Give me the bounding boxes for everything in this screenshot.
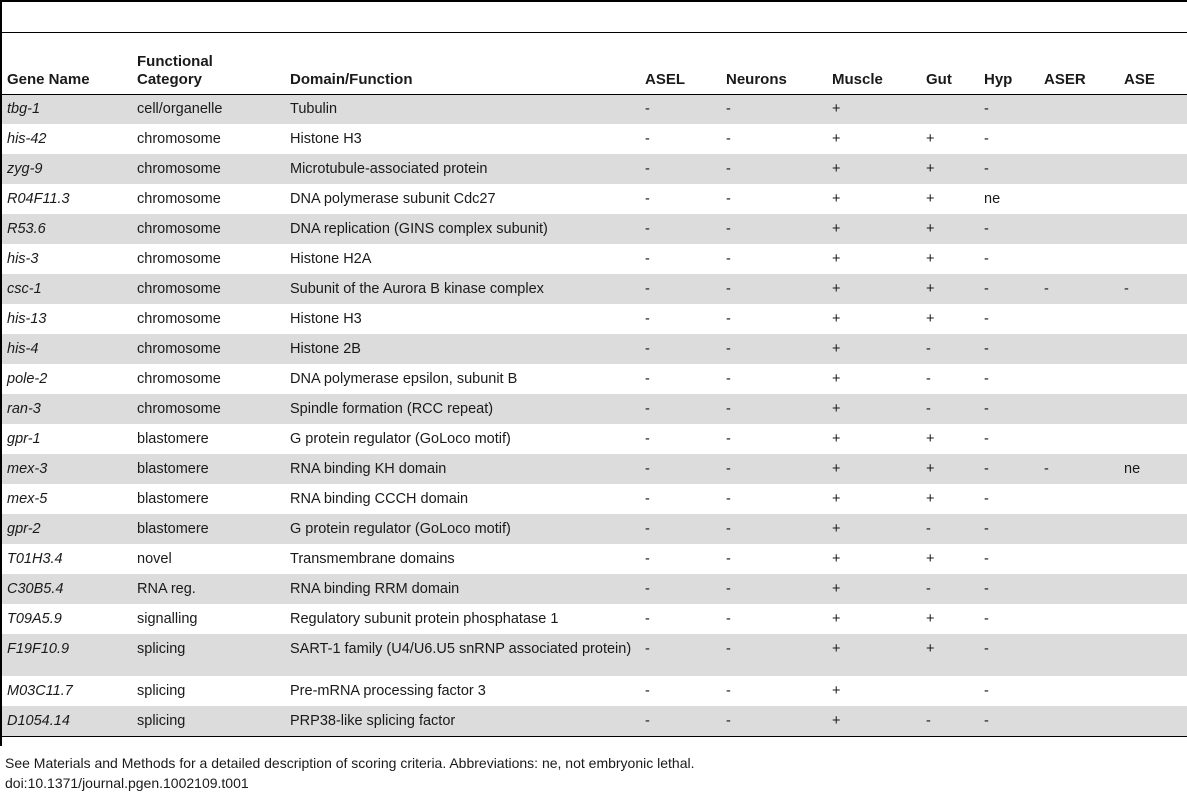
cell-functional-category: chromosome: [137, 191, 221, 207]
cell-gene-name: R53.6: [2, 214, 132, 244]
cell-gene-name: ran-3: [2, 394, 132, 424]
table-body: [2, 94, 1187, 736]
cell-gut: +: [926, 251, 935, 267]
cell-domain-function: Histone H3: [290, 131, 362, 147]
cell-gene-name: gpr-1: [7, 431, 41, 447]
cell-ase: [1119, 214, 1187, 244]
table-top-rule: [2, 2, 1187, 33]
table-row: [2, 394, 1187, 424]
cell-aser: [1039, 214, 1119, 244]
cell-hyp: -: [979, 154, 1039, 184]
cell-hyp: -: [979, 394, 1039, 424]
table-row: [2, 244, 1187, 274]
cell-asel: -: [640, 274, 721, 304]
cell-domain-function: Tubulin: [285, 94, 640, 124]
cell-domain-function: Histone 2B: [285, 334, 640, 364]
cell-gene-name: his-13: [7, 311, 47, 327]
cell-gut: +: [921, 154, 979, 184]
cell-muscle: +: [827, 394, 921, 424]
cell-gene-name: M03C11.7: [7, 683, 73, 699]
cell-hyp: -: [979, 334, 1039, 364]
cell-ase: [1119, 154, 1187, 184]
col-header-ase: ASE: [1119, 33, 1187, 94]
col-header-aser: ASER: [1039, 33, 1119, 94]
cell-ase: [1119, 634, 1187, 676]
cell-neurons: -: [721, 394, 827, 424]
cell-gut: +: [926, 131, 935, 147]
cell-gut: -: [921, 574, 979, 604]
cell-gene-name: zyg-9: [2, 154, 132, 184]
cell-neurons: -: [726, 431, 731, 447]
cell-neurons: -: [726, 131, 731, 147]
cell-muscle: +: [832, 683, 841, 699]
cell-aser: [1039, 484, 1119, 514]
cell-gut: +: [921, 274, 979, 304]
cell-gut: [921, 676, 979, 706]
cell-domain-function: Microtubule-associated protein: [285, 154, 640, 184]
cell-ase: ne: [1119, 454, 1187, 484]
cell-gene-name: csc-1: [2, 274, 132, 304]
cell-hyp: -: [984, 131, 989, 147]
cell-gene-name: his-3: [7, 251, 39, 267]
cell-muscle: +: [832, 251, 841, 267]
cell-neurons: -: [721, 274, 827, 304]
cell-aser: [1039, 304, 1119, 334]
cell-asel: -: [645, 683, 650, 699]
cell-muscle: +: [832, 491, 841, 507]
table-row: [2, 574, 1187, 604]
cell-muscle: +: [827, 154, 921, 184]
cell-hyp: -: [984, 611, 989, 627]
cell-functional-category: splicing: [137, 683, 186, 699]
cell-neurons: -: [721, 154, 827, 184]
cell-functional-category: signalling: [137, 611, 198, 627]
table-row: [2, 304, 1187, 334]
cell-aser: [1039, 364, 1119, 394]
cell-gut: -: [926, 371, 931, 387]
cell-aser: [1039, 544, 1119, 574]
col-header-gut: Gut: [921, 33, 979, 94]
cell-muscle: +: [827, 514, 921, 544]
cell-neurons: -: [726, 371, 731, 387]
cell-hyp: -: [984, 251, 989, 267]
cell-muscle: +: [827, 454, 921, 484]
cell-hyp: -: [984, 683, 989, 699]
table-row: [2, 214, 1187, 244]
cell-neurons: -: [721, 214, 827, 244]
cell-gut: -: [921, 334, 979, 364]
cell-domain-function: RNA binding CCCH domain: [290, 491, 469, 507]
table-row: [2, 676, 1187, 706]
cell-domain-function: Regulatory subunit protein phosphatase 1: [290, 611, 559, 627]
cell-muscle: +: [832, 551, 841, 567]
cell-ase: [1119, 244, 1187, 274]
cell-gene-name: pole-2: [7, 371, 48, 387]
cell-domain-function: DNA polymerase subunit Cdc27: [290, 191, 496, 207]
cell-aser: [1039, 706, 1119, 736]
cell-hyp: -: [979, 274, 1039, 304]
table-row: [2, 274, 1187, 304]
table-row: [2, 184, 1187, 214]
cell-hyp: -: [979, 706, 1039, 736]
cell-ase: [1119, 484, 1187, 514]
col-header-neurons: Neurons: [721, 33, 827, 94]
cell-muscle: +: [827, 706, 921, 736]
table-row: [2, 544, 1187, 574]
cell-asel: -: [645, 131, 650, 147]
cell-functional-category: chromosome: [137, 311, 221, 327]
cell-functional-category: chromosome: [132, 394, 285, 424]
cell-functional-category: blastomere: [132, 514, 285, 544]
cell-asel: -: [640, 454, 721, 484]
cell-gut: +: [926, 551, 935, 567]
cell-domain-function: G protein regulator (GoLoco motif): [285, 514, 640, 544]
cell-ase: [1119, 184, 1187, 214]
cell-gut: +: [926, 611, 935, 627]
cell-muscle: +: [832, 371, 841, 387]
cell-functional-category: cell/organelle: [132, 94, 285, 124]
cell-gene-name: his-42: [7, 131, 47, 147]
cell-muscle: +: [832, 611, 841, 627]
cell-muscle: +: [827, 214, 921, 244]
cell-domain-function: Histone H3: [290, 311, 362, 327]
cell-hyp: -: [984, 491, 989, 507]
cell-gut: +: [926, 311, 935, 327]
cell-hyp: -: [984, 551, 989, 567]
cell-ase: [1119, 574, 1187, 604]
cell-domain-function: Subunit of the Aurora B kinase complex: [285, 274, 640, 304]
cell-functional-category: chromosome: [132, 214, 285, 244]
cell-gut: -: [921, 394, 979, 424]
table-row: [2, 424, 1187, 454]
cell-hyp: -: [984, 311, 989, 327]
gene-table: [2, 33, 1187, 737]
table-row: [2, 364, 1187, 394]
cell-neurons: -: [726, 551, 731, 567]
cell-gut: +: [921, 454, 979, 484]
cell-gene-name: D1054.14: [2, 706, 132, 736]
col-header-hyp: Hyp: [979, 33, 1039, 94]
cell-ase: [1119, 94, 1187, 124]
cell-asel: -: [640, 94, 721, 124]
cell-hyp: -: [979, 574, 1039, 604]
cell-gene-name: tbg-1: [2, 94, 132, 124]
cell-gene-name: F19F10.9: [2, 634, 132, 676]
cell-ase: [1119, 424, 1187, 454]
cell-gene-name: gpr-2: [2, 514, 132, 544]
cell-domain-function: RNA binding RRM domain: [285, 574, 640, 604]
cell-muscle: +: [832, 131, 841, 147]
cell-muscle: +: [827, 634, 921, 676]
col-header-asel: ASEL: [640, 33, 721, 94]
table-row: [2, 124, 1187, 154]
table-row: [2, 154, 1187, 184]
cell-gut: +: [921, 214, 979, 244]
cell-gene-name: T01H3.4: [7, 551, 63, 567]
cell-ase: -: [1119, 274, 1187, 304]
cell-domain-function: Pre-mRNA processing factor 3: [290, 683, 486, 699]
cell-aser: [1039, 676, 1119, 706]
cell-asel: -: [645, 431, 650, 447]
cell-domain-function: Spindle formation (RCC repeat): [285, 394, 640, 424]
cell-muscle: +: [832, 191, 841, 207]
cell-functional-category: chromosome: [132, 154, 285, 184]
table-row: [2, 484, 1187, 514]
cell-domain-function: SART-1 family (U4/U6.U5 snRNP associated protein): [285, 634, 640, 676]
cell-ase: [1119, 676, 1187, 706]
cell-functional-category: chromosome: [137, 131, 221, 147]
cell-hyp: -: [984, 371, 989, 387]
cell-asel: -: [645, 551, 650, 567]
cell-asel: -: [645, 611, 650, 627]
cell-neurons: -: [721, 94, 827, 124]
cell-gut: +: [921, 634, 979, 676]
cell-aser: [1039, 184, 1119, 214]
table-row: [2, 634, 1187, 676]
table-row: [2, 604, 1187, 634]
cell-gut: -: [921, 514, 979, 544]
cell-ase: [1119, 364, 1187, 394]
cell-asel: -: [640, 334, 721, 364]
cell-aser: [1039, 394, 1119, 424]
cell-asel: -: [645, 491, 650, 507]
cell-gut: +: [926, 431, 935, 447]
cell-neurons: -: [726, 251, 731, 267]
cell-aser: [1039, 154, 1119, 184]
cell-domain-function: DNA polymerase epsilon, subunit B: [290, 371, 518, 387]
cell-ase: [1119, 394, 1187, 424]
cell-aser: [1039, 94, 1119, 124]
cell-ase: [1119, 604, 1187, 634]
cell-neurons: -: [726, 683, 731, 699]
cell-muscle: +: [832, 311, 841, 327]
cell-muscle: +: [832, 431, 841, 447]
table-row: [2, 706, 1187, 736]
cell-aser: [1039, 514, 1119, 544]
cell-asel: -: [640, 394, 721, 424]
cell-domain-function: Transmembrane domains: [290, 551, 455, 567]
cell-functional-category: chromosome: [132, 334, 285, 364]
cell-aser: [1039, 244, 1119, 274]
cell-muscle: +: [827, 274, 921, 304]
table-row: [2, 334, 1187, 364]
cell-asel: -: [640, 574, 721, 604]
cell-muscle: +: [827, 94, 921, 124]
cell-neurons: -: [721, 454, 827, 484]
cell-aser: [1039, 604, 1119, 634]
table-row: [2, 94, 1187, 124]
cell-neurons: -: [721, 514, 827, 544]
cell-ase: [1119, 334, 1187, 364]
cell-neurons: -: [726, 611, 731, 627]
col-header-functional-category: Functional Category: [132, 33, 285, 94]
cell-asel: -: [640, 634, 721, 676]
cell-functional-category: splicing: [132, 706, 285, 736]
cell-functional-category: RNA reg.: [132, 574, 285, 604]
cell-neurons: -: [721, 334, 827, 364]
cell-gene-name: his-4: [2, 334, 132, 364]
cell-aser: -: [1039, 274, 1119, 304]
cell-hyp: -: [979, 634, 1039, 676]
header-row: [2, 33, 1187, 94]
cell-hyp: -: [984, 431, 989, 447]
cell-gut: -: [921, 706, 979, 736]
cell-gut: [921, 94, 979, 124]
cell-neurons: -: [721, 706, 827, 736]
cell-asel: -: [645, 251, 650, 267]
cell-gene-name: C30B5.4: [2, 574, 132, 604]
table-row: [2, 514, 1187, 544]
cell-gene-name: mex-3: [2, 454, 132, 484]
cell-hyp: -: [979, 454, 1039, 484]
cell-neurons: -: [726, 491, 731, 507]
footnote-doi: doi:10.1371/journal.pgen.1002109.t001: [5, 775, 249, 791]
cell-hyp: ne: [984, 191, 1001, 207]
cell-asel: -: [640, 514, 721, 544]
cell-gene-name: T09A5.9: [7, 611, 62, 627]
cell-domain-function: RNA binding KH domain: [285, 454, 640, 484]
cell-functional-category: chromosome: [137, 371, 221, 387]
cell-gene-name: R04F11.3: [7, 191, 70, 207]
cell-functional-category: blastomere: [137, 431, 209, 447]
col-header-domain-function: Domain/Function: [285, 33, 640, 94]
cell-neurons: -: [721, 634, 827, 676]
cell-functional-category: chromosome: [132, 274, 285, 304]
cell-ase: [1119, 706, 1187, 736]
cell-neurons: -: [726, 311, 731, 327]
cell-ase: [1119, 514, 1187, 544]
cell-hyp: -: [979, 94, 1039, 124]
cell-domain-function: G protein regulator (GoLoco motif): [290, 431, 511, 447]
footnote-text: See Materials and Methods for a detailed description of scoring criteria. Abbreviations: ne, not embryonic lethal.: [5, 755, 695, 771]
cell-aser: [1039, 334, 1119, 364]
cell-functional-category: chromosome: [137, 251, 221, 267]
cell-muscle: +: [827, 574, 921, 604]
col-header-muscle: Muscle: [827, 33, 921, 94]
cell-domain-function: Histone H2A: [290, 251, 372, 267]
cell-ase: [1119, 544, 1187, 574]
cell-asel: -: [640, 706, 721, 736]
cell-gene-name: mex-5: [7, 491, 48, 507]
cell-gut: +: [926, 191, 935, 207]
table-footnote: [5, 753, 694, 793]
cell-aser: [1039, 124, 1119, 154]
cell-aser: -: [1039, 454, 1119, 484]
cell-muscle: +: [827, 334, 921, 364]
cell-functional-category: novel: [137, 551, 172, 567]
cell-functional-category: blastomere: [137, 491, 209, 507]
cell-aser: [1039, 634, 1119, 676]
cell-asel: -: [645, 311, 650, 327]
col-header-gene-name: Gene Name: [2, 33, 132, 94]
cell-functional-category: blastomere: [132, 454, 285, 484]
cell-gut: +: [926, 491, 935, 507]
cell-aser: [1039, 574, 1119, 604]
cell-neurons: -: [726, 191, 731, 207]
cell-functional-category: splicing: [132, 634, 285, 676]
cell-asel: -: [645, 191, 650, 207]
cell-asel: -: [640, 214, 721, 244]
cell-asel: -: [640, 154, 721, 184]
cell-neurons: -: [721, 574, 827, 604]
cell-domain-function: DNA replication (GINS complex subunit): [285, 214, 640, 244]
cell-ase: [1119, 304, 1187, 334]
table-row: [2, 454, 1187, 484]
cell-hyp: -: [979, 214, 1039, 244]
cell-hyp: -: [979, 514, 1039, 544]
cell-ase: [1119, 124, 1187, 154]
cell-aser: [1039, 424, 1119, 454]
cell-domain-function: PRP38-like splicing factor: [285, 706, 640, 736]
cell-asel: -: [645, 371, 650, 387]
